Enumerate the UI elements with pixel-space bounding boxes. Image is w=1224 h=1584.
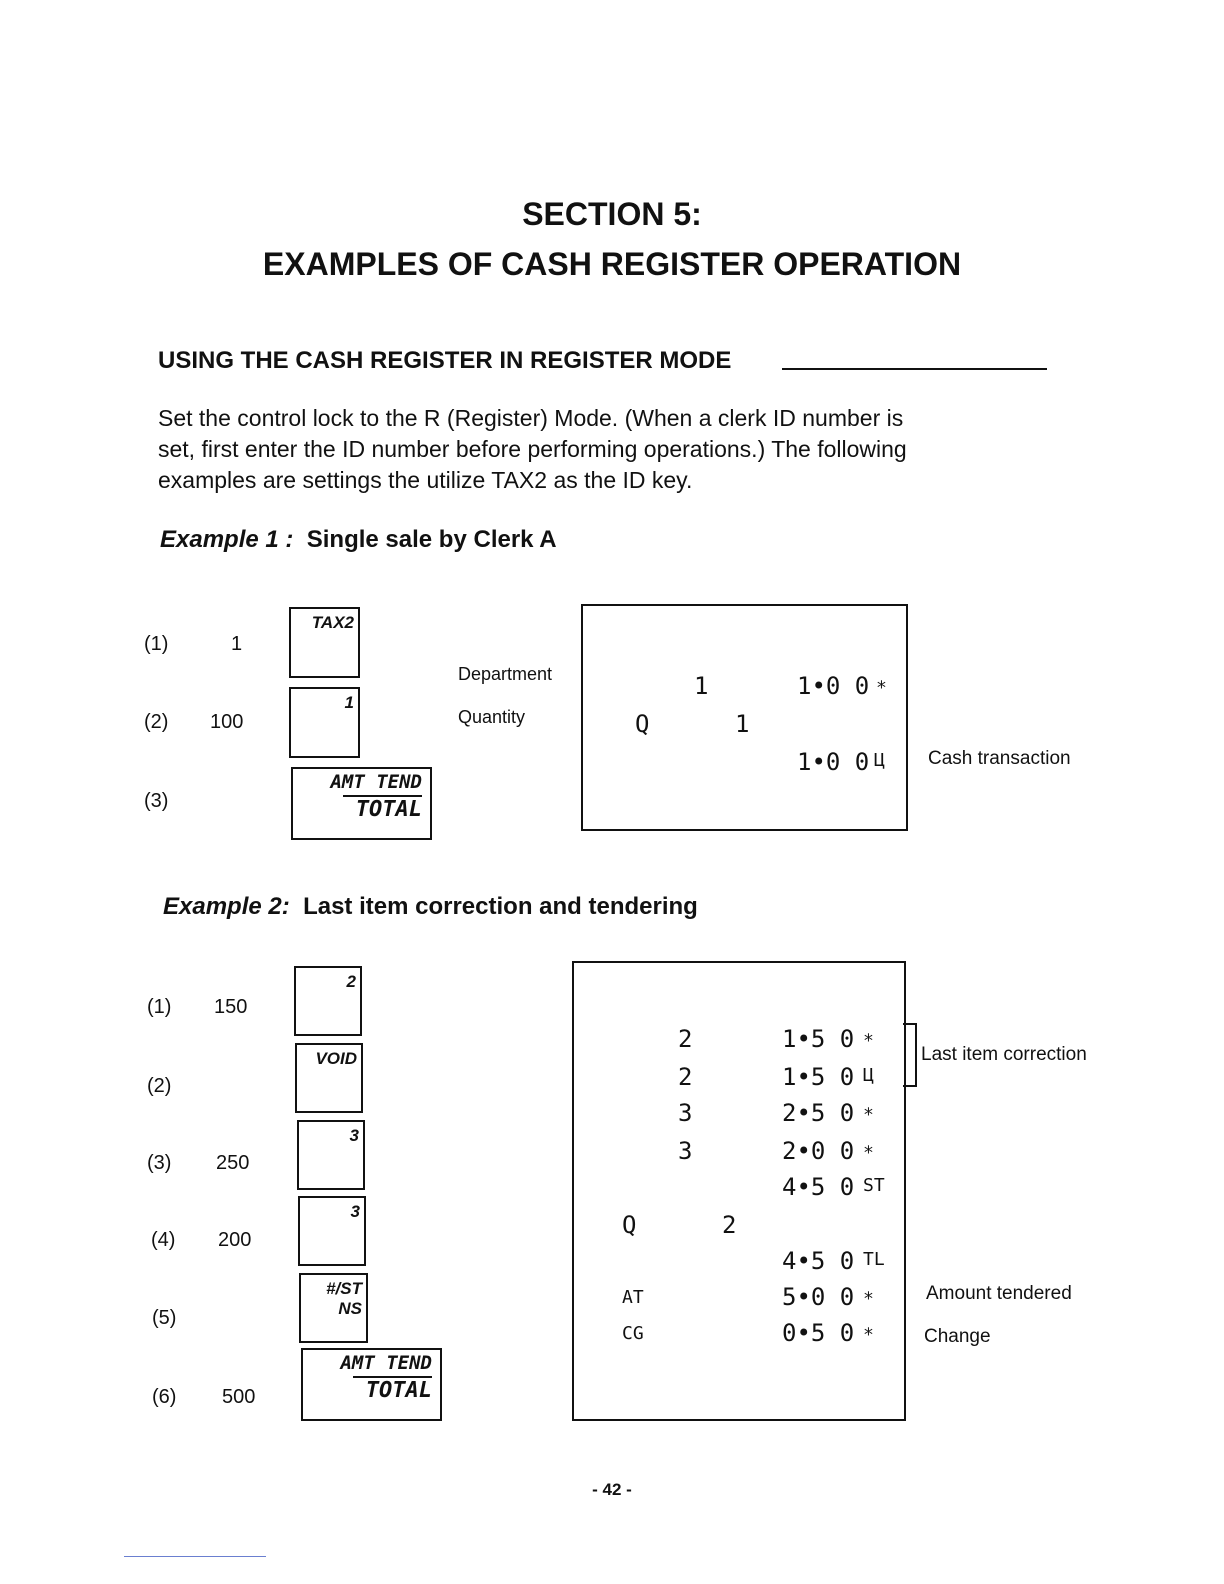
ex2-step-6-value: 500 bbox=[222, 1386, 256, 1408]
ex2-step-2-num: (2) bbox=[147, 1075, 172, 1097]
ex1-line1-dept: 1 bbox=[694, 672, 709, 700]
department-2-key-label: 2 bbox=[346, 972, 356, 991]
ex2-l8-symbol: ∗ bbox=[863, 1285, 874, 1306]
tax2-key[interactable] bbox=[289, 607, 360, 678]
void-key-label: VOID bbox=[315, 1049, 357, 1068]
ex1-step-1-value: 1 bbox=[231, 633, 243, 655]
subtotal-ns-key[interactable] bbox=[299, 1273, 368, 1343]
intro-line-2: set, first enter the ID number before performing operations.) The following bbox=[158, 436, 907, 462]
intro-line-3: examples are settings the utilize TAX2 as the ID key. bbox=[158, 467, 693, 493]
ex2-l1-symbol: ∗ bbox=[863, 1027, 874, 1048]
ex2-step-1-value: 150 bbox=[214, 996, 248, 1018]
ex2-l8-amount: 5•0 0 bbox=[782, 1283, 855, 1311]
page-number: - 42 - bbox=[592, 1480, 632, 1499]
ex2-l4-symbol: ∗ bbox=[863, 1139, 874, 1160]
ex1-line3-amount: 1•0 0 bbox=[797, 748, 870, 776]
ex2-l3-dept: 3 bbox=[678, 1099, 693, 1127]
ex2-l6-prefix: Q bbox=[622, 1211, 637, 1239]
ex2-l3-symbol: ∗ bbox=[863, 1101, 874, 1122]
department-1-key[interactable] bbox=[289, 687, 360, 758]
ex2-l4-dept: 3 bbox=[678, 1137, 693, 1165]
department-1-key-label: 1 bbox=[344, 693, 354, 712]
ex2-l8-prefix: AT bbox=[622, 1287, 644, 1308]
department-2-key[interactable] bbox=[294, 966, 362, 1036]
receipt-display-2 bbox=[572, 961, 906, 1421]
ex1-step-1-num: (1) bbox=[144, 633, 169, 655]
ex2-step-3-value: 250 bbox=[216, 1152, 250, 1174]
cash-transaction-note: Cash transaction bbox=[928, 748, 1071, 769]
total-label-2: TOTAL bbox=[365, 1378, 432, 1403]
ex2-l3-amount: 2•5 0 bbox=[782, 1099, 855, 1127]
amt-tend-label-2: AMT TEND bbox=[340, 1352, 432, 1374]
ex2-step-4-num: (4) bbox=[151, 1229, 176, 1251]
correction-bracket bbox=[903, 1023, 917, 1087]
example2-label: Example 2: bbox=[163, 893, 290, 920]
ex2-l5-symbol: ST bbox=[863, 1175, 885, 1196]
footer-rule bbox=[124, 1556, 266, 1557]
ex1-step-3-num: (3) bbox=[144, 790, 169, 812]
ex2-l2-symbol: Ц bbox=[863, 1065, 874, 1086]
ex1-step-2-num: (2) bbox=[144, 711, 169, 733]
void-key[interactable] bbox=[295, 1043, 363, 1113]
ex2-l4-amount: 2•0 0 bbox=[782, 1137, 855, 1165]
ex2-l2-dept: 2 bbox=[678, 1063, 693, 1091]
ex1-line1-amount: 1•0 0 bbox=[797, 672, 870, 700]
tax2-key-label: TAX2 bbox=[311, 613, 354, 632]
ex1-line3-symbol: Ц bbox=[874, 750, 885, 771]
example1-label: Example 1 : bbox=[160, 526, 294, 553]
example1-heading bbox=[160, 526, 557, 554]
total-label: TOTAL bbox=[355, 797, 422, 822]
ex1-line2-prefix: Q bbox=[635, 710, 650, 738]
ex2-l2-amount: 1•5 0 bbox=[782, 1063, 855, 1091]
section-heading: USING THE CASH REGISTER IN REGISTER MODE bbox=[158, 347, 732, 374]
example2-heading bbox=[163, 893, 698, 921]
ex2-l5-amount: 4•5 0 bbox=[782, 1173, 855, 1201]
heading-rule bbox=[782, 368, 1047, 370]
subtotal-label: #/ST bbox=[326, 1279, 362, 1298]
ex2-step-5-num: (5) bbox=[152, 1307, 177, 1329]
ex1-line1-symbol: ∗ bbox=[876, 674, 887, 695]
department-label: Department bbox=[458, 664, 553, 684]
ex2-step-3-num: (3) bbox=[147, 1152, 172, 1174]
ex2-l1-amount: 1•5 0 bbox=[782, 1025, 855, 1053]
section-number: SECTION 5: bbox=[522, 196, 702, 232]
example1-title: Single sale by Clerk A bbox=[306, 526, 557, 553]
department-3-key-repeat[interactable] bbox=[298, 1196, 366, 1266]
ex2-l7-amount: 4•5 0 bbox=[782, 1247, 855, 1275]
intro-line-1: Set the control lock to the R (Register) Mode. (When a clerk ID number is bbox=[158, 405, 904, 431]
amt-tend-label: AMT TEND bbox=[330, 771, 422, 793]
ex2-l9-amount: 0•5 0 bbox=[782, 1319, 855, 1347]
ex2-l9-symbol: ∗ bbox=[863, 1321, 874, 1342]
intro-paragraph bbox=[158, 403, 907, 496]
ex2-l6-qty: 2 bbox=[722, 1211, 737, 1239]
department-3-key-label: 3 bbox=[349, 1126, 359, 1145]
amt-tend-total-key-2[interactable] bbox=[301, 1348, 442, 1421]
department-3-key-repeat-label: 3 bbox=[350, 1202, 360, 1221]
ex2-step-6-num: (6) bbox=[152, 1386, 177, 1408]
page-title: EXAMPLES OF CASH REGISTER OPERATION bbox=[262, 246, 962, 282]
ex2-step-1-num: (1) bbox=[147, 996, 172, 1018]
amount-tendered-note: Amount tendered bbox=[926, 1283, 1072, 1304]
example2-title: Last item correction and tendering bbox=[303, 893, 698, 920]
ex2-l1-dept: 2 bbox=[678, 1025, 693, 1053]
department-3-key[interactable] bbox=[297, 1120, 365, 1190]
receipt-display-1 bbox=[581, 604, 908, 831]
ex1-step-2-value: 100 bbox=[210, 711, 244, 733]
no-sale-label: NS bbox=[338, 1299, 362, 1318]
ex2-l9-prefix: CG bbox=[622, 1323, 644, 1344]
quantity-label: Quantity bbox=[458, 707, 526, 727]
last-item-correction-note: Last item correction bbox=[921, 1044, 1087, 1065]
ex1-line2-qty: 1 bbox=[735, 710, 750, 738]
ex2-step-4-value: 200 bbox=[218, 1229, 252, 1251]
amt-tend-total-key[interactable] bbox=[291, 767, 432, 840]
change-note: Change bbox=[924, 1326, 991, 1347]
ex2-l7-symbol: TL bbox=[863, 1249, 885, 1270]
